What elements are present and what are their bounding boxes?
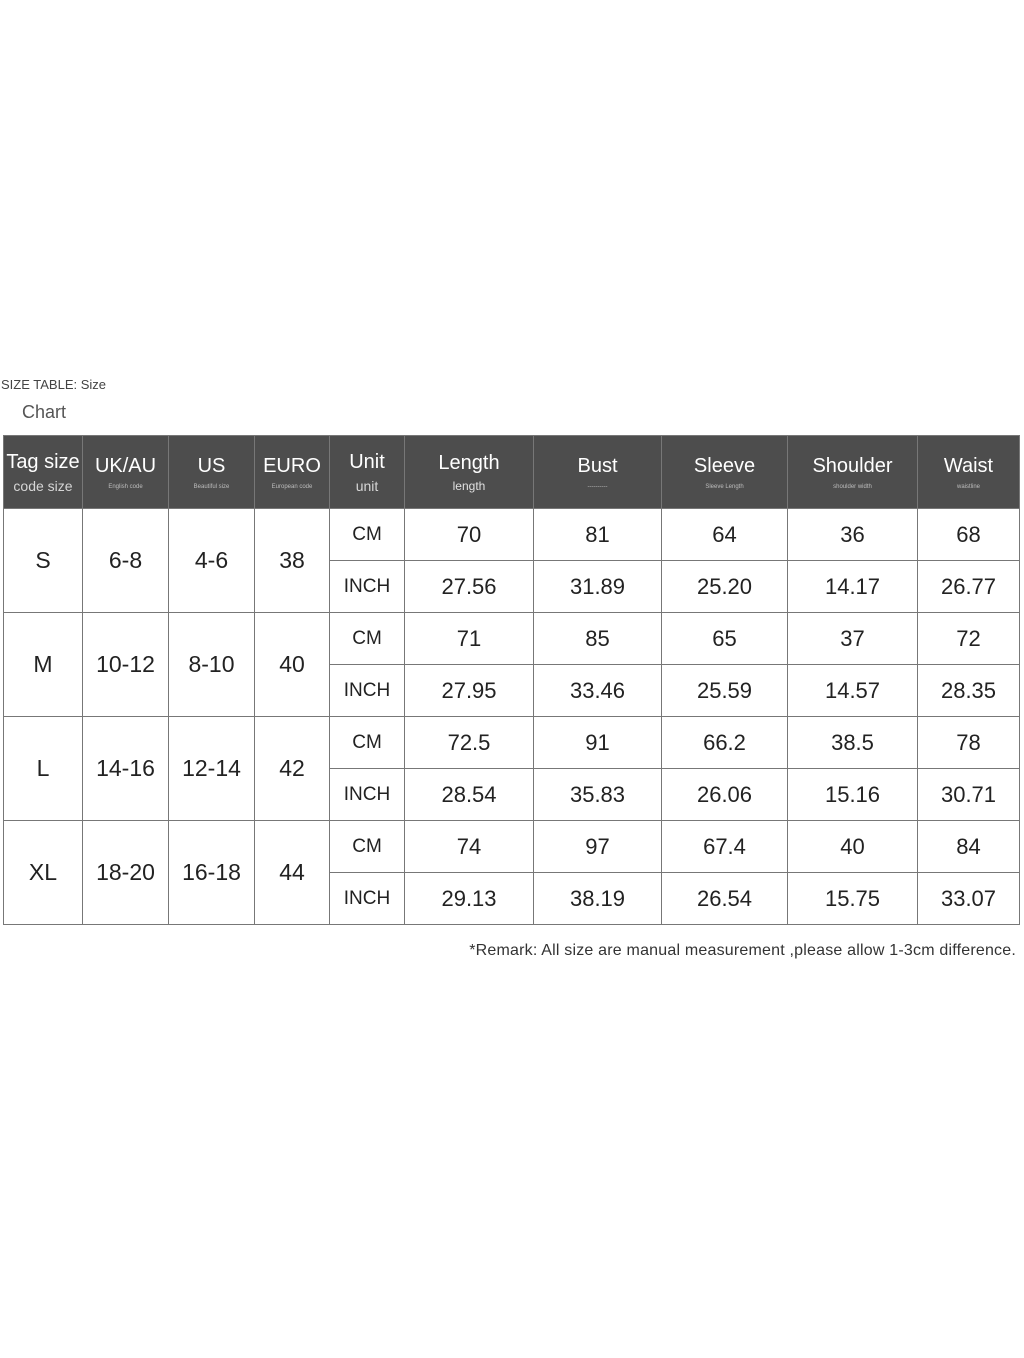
cell-bust: 38.19 <box>534 873 662 925</box>
cell-shoulder: 15.75 <box>788 873 918 925</box>
cell-sleeve: 64 <box>662 509 788 561</box>
cell-tag: L <box>4 717 83 821</box>
header-unit: Unit unit <box>330 436 405 509</box>
header-tag-size: Tag size code size <box>4 436 83 509</box>
table-row-l-cm <box>4 717 1020 769</box>
cell-length: 29.13 <box>405 873 534 925</box>
cell-shoulder: 14.57 <box>788 665 918 717</box>
cell-shoulder: 37 <box>788 613 918 665</box>
cell-sleeve: 66.2 <box>662 717 788 769</box>
cell-waist: 78 <box>918 717 1020 769</box>
cell-shoulder: 15.16 <box>788 769 918 821</box>
cell-shoulder: 36 <box>788 509 918 561</box>
header-bust: Bust ---------- <box>534 436 662 509</box>
cell-sleeve: 25.20 <box>662 561 788 613</box>
cell-shoulder: 14.17 <box>788 561 918 613</box>
cell-euro: 40 <box>255 613 330 717</box>
header-waist: Waist waistline <box>918 436 1020 509</box>
cell-us: 8-10 <box>169 613 255 717</box>
cell-uk: 18-20 <box>83 821 169 925</box>
header-us: US Beautiful size <box>169 436 255 509</box>
cell-length: 27.95 <box>405 665 534 717</box>
cell-waist: 26.77 <box>918 561 1020 613</box>
header-uk-au: UK/AU English code <box>83 436 169 509</box>
cell-sleeve: 25.59 <box>662 665 788 717</box>
cell-euro: 42 <box>255 717 330 821</box>
header-euro: EURO European code <box>255 436 330 509</box>
cell-length: 27.56 <box>405 561 534 613</box>
table-title-chart: Chart <box>22 402 67 422</box>
cell-length: 70 <box>405 509 534 561</box>
table-row-xl-cm <box>4 821 1020 873</box>
remark-note: *Remark: All size are manual measurement ,please allow 1-3cm difference. <box>469 942 1016 959</box>
cell-unit: INCH <box>330 665 405 717</box>
cell-sleeve: 26.06 <box>662 769 788 821</box>
cell-uk: 6-8 <box>83 509 169 613</box>
cell-us: 4-6 <box>169 509 255 613</box>
table-title: SIZE TABLE: Size <box>1 377 107 392</box>
cell-us: 12-14 <box>169 717 255 821</box>
header-shoulder: Shoulder shoulder width <box>788 436 918 509</box>
cell-sleeve: 67.4 <box>662 821 788 873</box>
cell-unit: CM <box>330 821 405 873</box>
header-sleeve: Sleeve Sleeve Length <box>662 436 788 509</box>
cell-unit: CM <box>330 717 405 769</box>
cell-unit: CM <box>330 613 405 665</box>
cell-length: 28.54 <box>405 769 534 821</box>
cell-unit: INCH <box>330 873 405 925</box>
cell-unit: INCH <box>330 561 405 613</box>
cell-bust: 81 <box>534 509 662 561</box>
cell-euro: 44 <box>255 821 330 925</box>
table-row-m-cm <box>4 613 1020 665</box>
cell-us: 16-18 <box>169 821 255 925</box>
cell-bust: 97 <box>534 821 662 873</box>
cell-tag: XL <box>4 821 83 925</box>
cell-bust: 85 <box>534 613 662 665</box>
cell-waist: 84 <box>918 821 1020 873</box>
cell-waist: 68 <box>918 509 1020 561</box>
cell-bust: 91 <box>534 717 662 769</box>
cell-waist: 30.71 <box>918 769 1020 821</box>
cell-unit: INCH <box>330 769 405 821</box>
cell-shoulder: 38.5 <box>788 717 918 769</box>
cell-tag: M <box>4 613 83 717</box>
header-length: Length length <box>405 436 534 509</box>
cell-length: 71 <box>405 613 534 665</box>
cell-waist: 72 <box>918 613 1020 665</box>
cell-shoulder: 40 <box>788 821 918 873</box>
cell-uk: 14-16 <box>83 717 169 821</box>
cell-sleeve: 26.54 <box>662 873 788 925</box>
cell-bust: 35.83 <box>534 769 662 821</box>
cell-length: 72.5 <box>405 717 534 769</box>
cell-tag: S <box>4 509 83 613</box>
cell-length: 74 <box>405 821 534 873</box>
cell-waist: 33.07 <box>918 873 1020 925</box>
cell-uk: 10-12 <box>83 613 169 717</box>
table-row-s-cm <box>4 509 1020 561</box>
table-header-row <box>4 436 1020 509</box>
cell-bust: 33.46 <box>534 665 662 717</box>
cell-unit: CM <box>330 509 405 561</box>
cell-waist: 28.35 <box>918 665 1020 717</box>
size-table <box>3 435 1020 925</box>
cell-sleeve: 65 <box>662 613 788 665</box>
cell-bust: 31.89 <box>534 561 662 613</box>
cell-euro: 38 <box>255 509 330 613</box>
